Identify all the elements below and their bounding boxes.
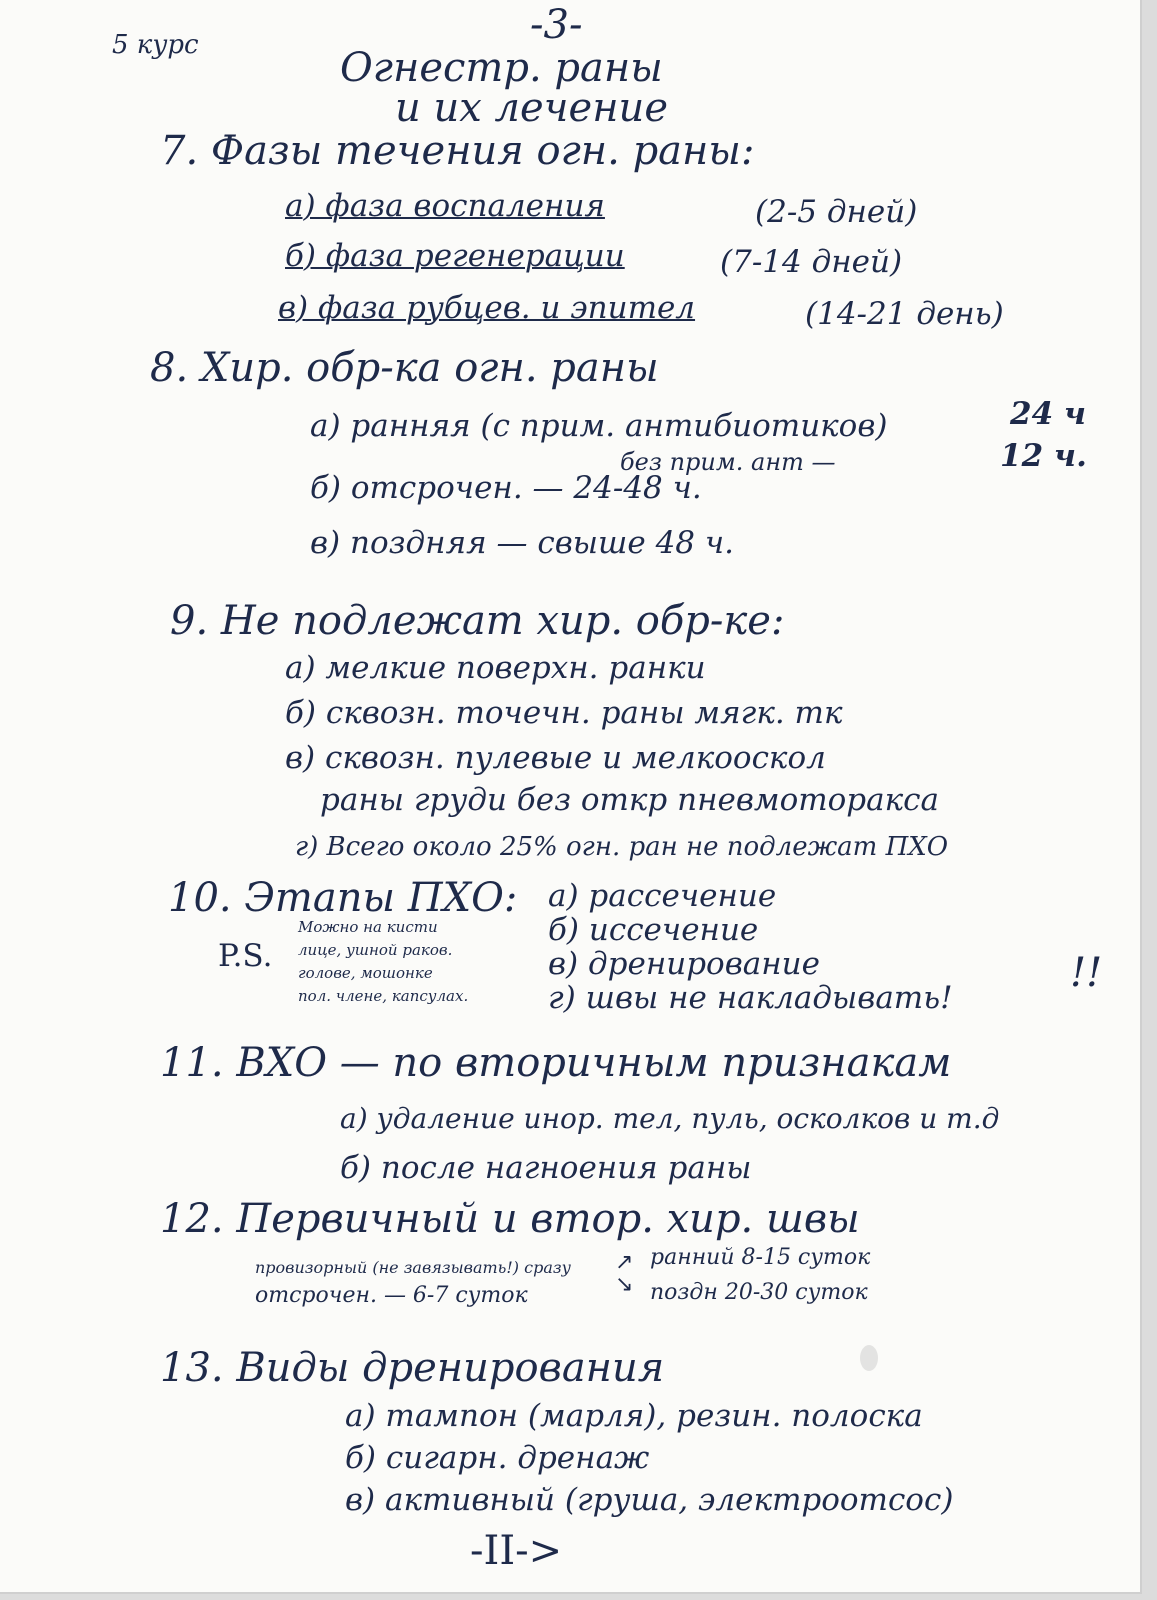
corner-note: 5 курс bbox=[112, 30, 199, 60]
section-9-item-d: г) Всего около 25% огн. ран не подлежат ПХО bbox=[295, 832, 949, 862]
section-10-heading: 10. Этапы ПХО: bbox=[168, 875, 518, 921]
section-7-item-c: в) фаза рубцев. и эпител bbox=[278, 290, 696, 326]
section-8-item-a2: без прим. ант — bbox=[620, 448, 836, 476]
section-10-item-d: г) швы не накладывать! bbox=[548, 980, 953, 1016]
section-9-item-c: в) сквозн. пулевые и мелкооскол bbox=[285, 740, 826, 776]
section-7-item-c-note: (14-21 день) bbox=[805, 296, 1004, 332]
section-7-heading: 7. Фазы течения огн. раны: bbox=[160, 128, 755, 174]
section-12-heading: 12. Первичный и втор. хир. швы bbox=[160, 1196, 860, 1242]
ps-line-3: голове, мошонке bbox=[298, 964, 433, 982]
section-7-item-a: а) фаза воспаления bbox=[285, 188, 605, 224]
ink-smudge bbox=[860, 1345, 878, 1371]
section-8-item-a-note: 24 ч bbox=[1010, 396, 1087, 432]
footer-mark: -II-> bbox=[470, 1528, 563, 1574]
section-8-item-a: а) ранняя (с прим. антибиотиков) bbox=[310, 408, 888, 444]
arrow-lower-icon: ↘ bbox=[615, 1272, 634, 1297]
section-11-item-b: б) после нагноения раны bbox=[340, 1150, 752, 1186]
section-9-item-a: а) мелкие поверхн. ранки bbox=[285, 650, 706, 686]
page-number: -3- bbox=[530, 2, 583, 48]
section-10-item-a: а) рассечение bbox=[548, 878, 777, 914]
section-13-item-a: а) тампон (марля), резин. полоска bbox=[345, 1398, 923, 1434]
ps-label: P.S. bbox=[218, 938, 273, 974]
section-9-item-c2: раны груди без откр пневмоторакса bbox=[320, 782, 939, 818]
section-8-item-a2-note: 12 ч. bbox=[1000, 438, 1087, 474]
section-9-item-b: б) сквозн. точечн. раны мягк. тк bbox=[285, 695, 843, 731]
page-title: Огнестр. раны bbox=[340, 45, 663, 91]
ps-line-1: Можно на кисти bbox=[298, 918, 438, 936]
section-12-late: поздн 20-30 суток bbox=[650, 1280, 868, 1305]
section-9-heading: 9. Не подлежат хир. обр-ке: bbox=[170, 598, 785, 644]
ps-line-2: лице, ушной раков. bbox=[298, 941, 453, 959]
page-subtitle: и их лечение bbox=[395, 85, 668, 131]
section-11-item-a: а) удаление инор. тел, пуль, осколков и т.д bbox=[340, 1102, 1000, 1135]
section-12-delayed: отсрочен. — 6-7 суток bbox=[255, 1283, 528, 1308]
section-12-early: ранний 8-15 суток bbox=[650, 1245, 871, 1270]
section-10-item-c: в) дренирование bbox=[548, 946, 820, 982]
section-7-item-b: б) фаза регенерации bbox=[285, 238, 625, 274]
section-8-item-b: б) отсрочен. — 24-48 ч. bbox=[310, 470, 702, 506]
section-7-item-b-note: (7-14 дней) bbox=[720, 244, 903, 280]
section-12-provisional: провизорный (не завязывать!) сразу bbox=[255, 1258, 571, 1277]
section-13-item-b: б) сигарн. дренаж bbox=[345, 1440, 650, 1476]
section-8-heading: 8. Хир. обр-ка огн. раны bbox=[150, 345, 659, 391]
section-7-item-a-note: (2-5 дней) bbox=[755, 194, 918, 230]
section-13-heading: 13. Виды дренирования bbox=[160, 1345, 665, 1391]
section-8-item-c: в) поздняя — свыше 48 ч. bbox=[310, 525, 735, 561]
section-10-exclaim: !! bbox=[1070, 950, 1103, 996]
section-10-item-b: б) иссечение bbox=[548, 912, 759, 948]
ps-line-4: пол. члене, капсулах. bbox=[298, 987, 469, 1005]
arrow-upper-icon: ↗ bbox=[615, 1250, 634, 1275]
section-13-item-c: в) активный (груша, электроотсос) bbox=[345, 1482, 954, 1518]
section-11-heading: 11. ВХО — по вторичным признакам bbox=[160, 1040, 952, 1086]
